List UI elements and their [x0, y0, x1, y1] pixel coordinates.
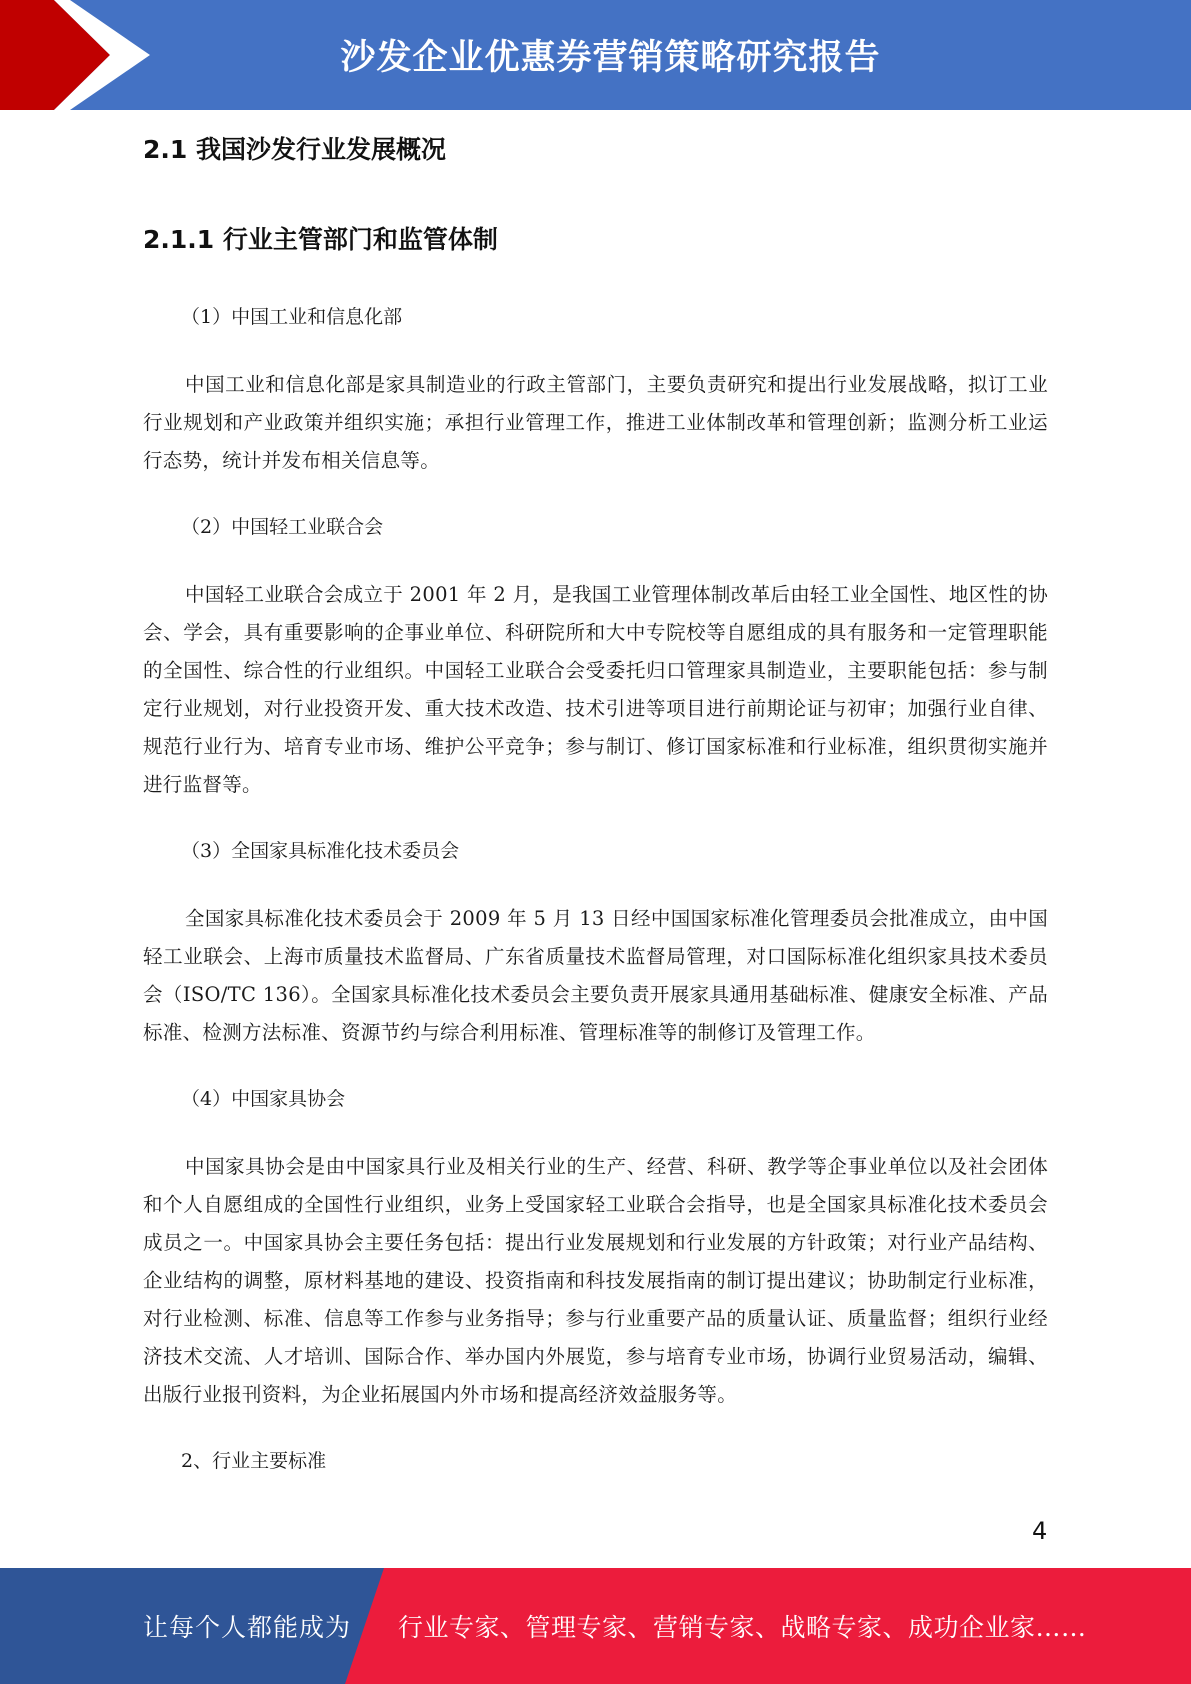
page-footer	[0, 1568, 1191, 1684]
report-title: 沙发企业优惠券营销策略研究报告	[340, 38, 881, 78]
item-label-2: （2）中国轻工业联合会	[181, 516, 384, 538]
item-paragraph-3: 全国家具标准化技术委员会于 2009 年 5 月 13 日经中国国家标准化管理委员会批准成立，由中国轻工业联会、上海市质量技术监督局、广东省质量技术监督局管理，对口国际标准化组织家具技术委员会（ISO/TC 136）。全国家具标准化技术委员会主要负责开展家具通用基础标准、健康安全标准、产品标准、检测方法标准、资源节约与综合利用标准、管理标准等的制修订及管理工作。	[143, 907, 1048, 1044]
page-header	[0, 0, 1191, 110]
item-paragraph-2: 中国轻工业联合会成立于 2001 年 2 月，是我国工业管理体制改革后由轻工业全国性、地区性的协会、学会，具有重要影响的企事业单位、科研院所和大中专院校等自愿组成的具有服务和一定管理职能的全国性、综合性的行业组织。中国轻工业联合会受委托归口管理家具制造业，主要职能包括：参与制定行业规划，对行业投资开发、重大技术改造、技术引进等项目进行前期论证与初审；加强行业自律、规范行业行为、培育专业市场、维护公平竞争；参与制订、修订国家标准和行业标准，组织贯彻实施并进行监督等。	[143, 583, 1048, 796]
subsection-heading: 2.1.1 行业主管部门和监管体制	[143, 225, 498, 254]
trailing-label: 2、行业主要标准	[181, 1450, 327, 1472]
item-paragraph-1: 中国工业和信息化部是家具制造业的行政主管部门，主要负责研究和提出行业发展战略，拟订工业行业规划和产业政策并组织实施；承担行业管理工作，推进工业体制改革和管理创新；监测分析工业运行态势，统计并发布相关信息等。	[143, 373, 1048, 472]
section-heading: 2.1 我国沙发行业发展概况	[143, 135, 446, 164]
page-number: 4	[1032, 1517, 1048, 1545]
item-label-1: （1）中国工业和信息化部	[181, 306, 403, 328]
footer-slogan-left: 让每个人都能成为	[143, 1613, 352, 1642]
document-body	[143, 120, 1048, 1480]
item-label-3: （3）全国家具标准化技术委员会	[181, 840, 460, 862]
item-paragraph-4: 中国家具协会是由中国家具行业及相关行业的生产、经营、科研、教学等企事业单位以及社会团体和个人自愿组成的全国性行业组织，业务上受国家轻工业联合会指导，也是全国家具标准化技术委员会成员之一。中国家具协会主要任务包括：提出行业发展规划和行业发展的方针政策；对行业产品结构、企业结构的调整，原材料基地的建设、投资指南和科技发展指南的制订提出建议；协助制定行业标准，对行业检测、标准、信息等工作参与业务指导；参与行业重要产品的质量认证、质量监督；组织行业经济技术交流、人才培训、国际合作、举办国内外展览，参与培育专业市场，协调行业贸易活动，编辑、出版行业报刊资料，为企业拓展国内外市场和提高经济效益服务等。	[143, 1155, 1048, 1406]
item-label-4: （4）中国家具协会	[181, 1088, 346, 1110]
footer-slogan-right: 行业专家、管理专家、营销专家、战略专家、成功企业家……	[398, 1613, 1087, 1642]
